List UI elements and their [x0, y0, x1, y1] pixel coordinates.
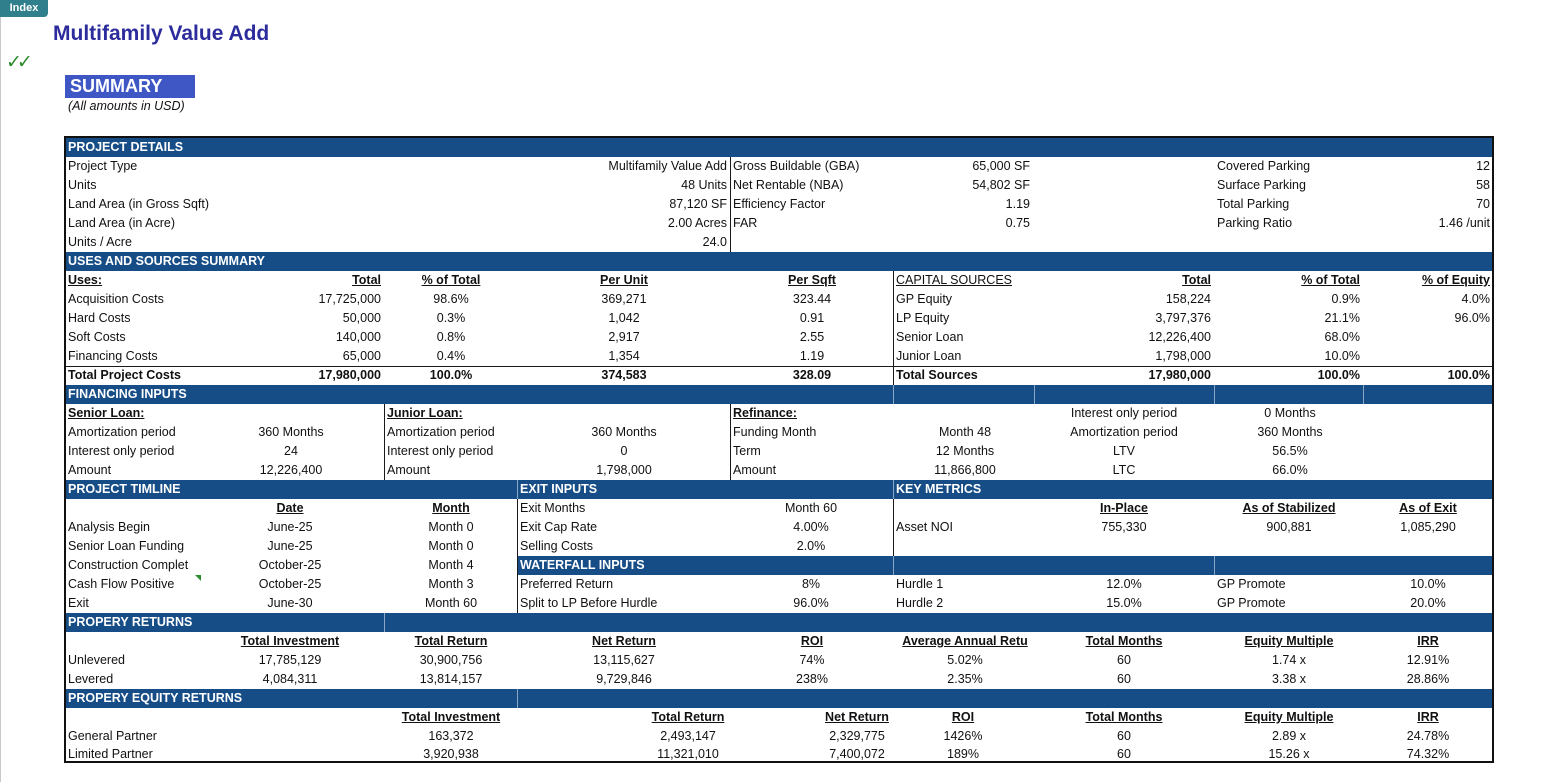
timeline-date: October-25	[258, 577, 322, 591]
exit-input-value: Month 60	[784, 501, 838, 515]
waterfall-label: Preferred Return	[520, 577, 614, 591]
refinance-label: Funding Month	[733, 425, 817, 439]
uses-per-sqft: 323.44	[792, 292, 832, 306]
sources-grand-total: 17,980,000	[1148, 368, 1211, 382]
parking-label: Total Parking	[1217, 197, 1290, 211]
column-divider	[384, 404, 385, 480]
returns-value: 9,729,846	[596, 672, 652, 686]
uses-pct: 98.6%	[433, 292, 469, 306]
sources-total: 1,798,000	[1155, 349, 1211, 363]
parking-label: Covered Parking	[1217, 159, 1311, 173]
column-header: Total Months	[1085, 634, 1163, 648]
detail-value: 2.00 Acres	[667, 216, 727, 230]
senior-loan-value: 360 Months	[258, 425, 324, 439]
column-header: As of Stabilized	[1242, 501, 1336, 515]
column-header: Equity Multiple	[1244, 634, 1334, 648]
senior-loan-value: 24	[284, 444, 298, 458]
hurdle-value: 15.0%	[1106, 596, 1142, 610]
junior-loan-value: 0	[620, 444, 628, 458]
returns-value: 13,115,627	[593, 653, 655, 667]
senior-loan-header: Senior Loan:	[68, 406, 145, 420]
junior-loan-label: Interest only period	[387, 444, 494, 458]
area-label: Gross Buildable (GBA)	[733, 159, 860, 173]
column-header: Total	[352, 273, 381, 287]
waterfall-label: Split to LP Before Hurdle	[520, 596, 658, 610]
comment-marker-icon[interactable]	[195, 575, 201, 581]
refinance-term-value: 66.0%	[1272, 463, 1308, 477]
section-bar-timeline	[66, 480, 1492, 499]
returns-value: 17,785,129	[258, 653, 322, 667]
refinance-value: 11,866,800	[934, 463, 996, 477]
sources-row-label: Senior Loan	[896, 330, 964, 344]
index-tab[interactable]: Index	[0, 0, 48, 17]
column-header: In-Place	[1100, 501, 1148, 515]
returns-value: 4,084,311	[262, 672, 318, 686]
uses-per-unit: 369,271	[601, 292, 647, 306]
uses-pct: 0.4%	[436, 349, 466, 363]
section-bar-uses-sources	[66, 252, 1492, 271]
equity-value: 7,400,072	[829, 747, 885, 761]
timeline-date: June-25	[267, 520, 313, 534]
key-metric-value: 755,330	[1101, 520, 1147, 534]
timeline-date: June-25	[267, 539, 313, 553]
bar-separator	[1214, 385, 1215, 404]
equity-value: 2,329,775	[829, 729, 885, 743]
uses-total: 50,000	[342, 311, 381, 325]
refinance-value: 12 Months	[935, 444, 995, 458]
column-header: Per Unit	[600, 273, 648, 287]
bar-separator	[1363, 385, 1364, 404]
column-header: ROI	[800, 634, 824, 648]
equity-value: 60	[1117, 729, 1131, 743]
section-bar-waterfall	[518, 556, 1492, 575]
section-header: EXIT INPUTS	[520, 482, 598, 496]
summary-label: SUMMARY	[65, 75, 195, 98]
column-header: IRR	[1417, 710, 1439, 724]
parking-value: 1.46 /unit	[1438, 216, 1490, 230]
section-header: KEY METRICS	[896, 482, 982, 496]
returns-value: 74%	[799, 653, 825, 667]
promote-label: GP Promote	[1217, 577, 1286, 591]
column-header: Total Months	[1085, 710, 1163, 724]
column-divider	[893, 499, 894, 556]
uses-total-label: Total Project Costs	[68, 368, 181, 382]
junior-loan-label: Amortization period	[387, 425, 495, 439]
key-metric-label: Asset NOI	[896, 520, 953, 534]
refinance-term-value: 360 Months	[1257, 425, 1323, 439]
returns-value: 238%	[796, 672, 828, 686]
returns-value: 12.91%	[1406, 653, 1450, 667]
sources-row-label: GP Equity	[896, 292, 953, 306]
timeline-date: June-30	[267, 596, 313, 610]
exit-input-label: Exit Months	[520, 501, 586, 515]
senior-loan-label: Amount	[68, 463, 112, 477]
column-divider	[730, 157, 731, 252]
refinance-header: Refinance:	[733, 406, 797, 420]
uses-row-label: Acquisition Costs	[68, 292, 164, 306]
timeline-month: Month 60	[424, 596, 478, 610]
sources-total: 158,224	[1165, 292, 1211, 306]
area-value: 0.75	[1005, 216, 1030, 230]
column-header: IRR	[1417, 634, 1439, 648]
bar-separator	[1214, 556, 1215, 575]
area-label: FAR	[733, 216, 758, 230]
uses-per-sqft: 2.55	[799, 330, 825, 344]
equity-row-label: General Partner	[68, 729, 157, 743]
refinance-term-label: LTC	[1112, 463, 1136, 477]
equity-value: 2.89 x	[1271, 729, 1307, 743]
parking-value: 58	[1476, 178, 1490, 192]
column-header: Net Return	[592, 634, 656, 648]
timeline-label: Cash Flow Positive	[68, 577, 175, 591]
uses-per-sqft: 1.19	[799, 349, 825, 363]
refinance-term-label: LTV	[1113, 444, 1135, 458]
returns-value: 13,814,157	[419, 672, 483, 686]
detail-label: Project Type	[68, 159, 138, 173]
area-label: Efficiency Factor	[733, 197, 826, 211]
area-value: 54,802 SF	[972, 178, 1030, 192]
bar-separator	[1034, 385, 1035, 404]
sources-pct: 0.9%	[1331, 292, 1360, 306]
currency-note: (All amounts in USD)	[68, 99, 185, 113]
page-title: Multifamily Value Add	[53, 22, 270, 45]
uses-per-sqft: 0.91	[799, 311, 825, 325]
equity-value: 15.26 x	[1268, 747, 1310, 761]
sources-total-pct: 100.0%	[1317, 368, 1360, 382]
junior-loan-value: 1,798,000	[596, 463, 652, 477]
refinance-label: Term	[733, 444, 761, 458]
column-header: Month	[432, 501, 470, 515]
uses-pct: 0.3%	[436, 311, 466, 325]
uses-total-pct: 100.0%	[429, 368, 473, 382]
area-value: 65,000 SF	[972, 159, 1030, 173]
hurdle-label: Hurdle 2	[896, 596, 944, 610]
sources-row-label: Junior Loan	[896, 349, 962, 363]
column-header: Total Return	[414, 634, 488, 648]
uses-total: 65,000	[342, 349, 381, 363]
promote-label: GP Promote	[1217, 596, 1286, 610]
timeline-label: Analysis Begin	[68, 520, 150, 534]
column-header: Total Investment	[240, 634, 340, 648]
uses-grand-total: 17,980,000	[318, 368, 381, 382]
key-metric-value: 1,085,290	[1400, 520, 1456, 534]
timeline-month: Month 4	[428, 558, 474, 572]
column-header: Date	[276, 501, 304, 515]
uses-total-per-unit: 374,583	[601, 368, 647, 382]
returns-value: 3.38 x	[1271, 672, 1307, 686]
column-header: Total	[1182, 273, 1211, 287]
equity-row-label: Limited Partner	[68, 747, 153, 761]
equity-value: 24.78%	[1406, 729, 1450, 743]
bar-separator	[517, 689, 518, 708]
parking-label: Surface Parking	[1217, 178, 1306, 192]
sources-equity-pct: 4.0%	[1461, 292, 1490, 306]
section-header: FINANCING INPUTS	[68, 387, 187, 401]
sources-total: 12,226,400	[1148, 330, 1211, 344]
senior-loan-label: Interest only period	[68, 444, 175, 458]
uses-header: Uses:	[68, 273, 103, 287]
detail-value: 24.0	[702, 235, 727, 249]
column-header: Equity Multiple	[1244, 710, 1334, 724]
column-header: As of Exit	[1399, 501, 1457, 515]
column-header: % of Total	[421, 273, 481, 287]
column-header: Total Investment	[401, 710, 501, 724]
equity-value: 11,321,010	[657, 747, 719, 761]
detail-label: Units	[68, 178, 97, 192]
equity-value: 1426%	[943, 729, 983, 743]
sources-total-equity: 100.0%	[1447, 368, 1490, 382]
column-header: Average Annual Retu	[902, 634, 1028, 648]
section-header: PROJECT TIMLINE	[68, 482, 181, 496]
hurdle-value: 12.0%	[1106, 577, 1142, 591]
section-bar-project-details	[66, 138, 1492, 157]
refinance-term-value: 0 Months	[1264, 406, 1316, 420]
refinance-value: Month 48	[938, 425, 992, 439]
equity-value: 189%	[947, 747, 979, 761]
checkmark-icon: ✓✓	[6, 52, 28, 73]
sources-pct: 21.1%	[1324, 311, 1360, 325]
bar-separator	[384, 613, 385, 632]
equity-value: 2,493,147	[660, 729, 716, 743]
exit-input-label: Selling Costs	[520, 539, 593, 553]
uses-row-label: Soft Costs	[68, 330, 126, 344]
timeline-label: Exit	[68, 596, 89, 610]
key-metric-value: 900,881	[1266, 520, 1312, 534]
junior-loan-header: Junior Loan:	[387, 406, 463, 420]
uses-total-per-sqft: 328.09	[792, 368, 832, 382]
row-divider	[66, 366, 894, 367]
returns-value: 28.86%	[1406, 672, 1450, 686]
column-header: Per Sqft	[788, 273, 836, 287]
returns-value: 5.02%	[947, 653, 983, 667]
exit-input-value: 4.00%	[793, 520, 829, 534]
section-header: PROPERY RETURNS	[68, 615, 193, 629]
uses-per-unit: 2,917	[608, 330, 640, 344]
column-divider	[893, 271, 894, 385]
timeline-date: October-25	[258, 558, 322, 572]
returns-value: 30,900,756	[419, 653, 483, 667]
bar-separator	[893, 556, 894, 575]
uses-per-unit: 1,042	[608, 311, 640, 325]
section-header: WATERFALL INPUTS	[520, 558, 645, 572]
sources-pct: 10.0%	[1324, 349, 1360, 363]
section-bar-property-returns	[66, 613, 1492, 632]
refinance-label: Amount	[733, 463, 777, 477]
bar-separator	[517, 480, 518, 499]
parking-label: Parking Ratio	[1217, 216, 1293, 230]
returns-value: 60	[1117, 672, 1131, 686]
equity-value: 3,920,938	[423, 747, 479, 761]
junior-loan-value: 360 Months	[591, 425, 657, 439]
uses-per-unit: 1,354	[608, 349, 640, 363]
senior-loan-value: 12,226,400	[259, 463, 323, 477]
parking-value: 12	[1476, 159, 1490, 173]
section-header: PROJECT DETAILS	[68, 140, 184, 154]
area-label: Net Rentable (NBA)	[733, 178, 844, 192]
uses-row-label: Financing Costs	[68, 349, 158, 363]
senior-loan-label: Amortization period	[68, 425, 176, 439]
hurdle-label: Hurdle 1	[896, 577, 944, 591]
bar-separator	[893, 480, 894, 499]
exit-input-value: 2.0%	[796, 539, 826, 553]
junior-loan-label: Amount	[387, 463, 431, 477]
uses-row-label: Hard Costs	[68, 311, 131, 325]
detail-value: Multifamily Value Add	[608, 159, 727, 173]
area-value: 1.19	[1005, 197, 1030, 211]
uses-pct: 0.8%	[436, 330, 466, 344]
timeline-month: Month 3	[428, 577, 474, 591]
returns-value: 2.35%	[947, 672, 983, 686]
sources-pct: 68.0%	[1324, 330, 1360, 344]
detail-label: Land Area (in Acre)	[68, 216, 176, 230]
returns-row-label: Unlevered	[68, 653, 125, 667]
column-header: % of Equity	[1421, 273, 1490, 287]
timeline-month: Month 0	[428, 520, 474, 534]
row-divider	[894, 366, 1492, 367]
waterfall-value: 96.0%	[793, 596, 829, 610]
refinance-term-label: Interest only period	[1070, 406, 1178, 420]
timeline-month: Month 0	[428, 539, 474, 553]
column-divider	[730, 404, 731, 480]
detail-value: 87,120 SF	[669, 197, 727, 211]
sources-row-label: LP Equity	[896, 311, 950, 325]
detail-value: 48 Units	[681, 178, 727, 192]
column-header: Total Return	[651, 710, 725, 724]
refinance-term-value: 56.5%	[1272, 444, 1308, 458]
returns-value: 60	[1117, 653, 1131, 667]
promote-value: 10.0%	[1410, 577, 1446, 591]
exit-input-label: Exit Cap Rate	[520, 520, 598, 534]
detail-label: Units / Acre	[68, 235, 132, 249]
timeline-label: Senior Loan Funding	[68, 539, 185, 553]
sources-total: 3,797,376	[1155, 311, 1211, 325]
uses-total: 140,000	[335, 330, 381, 344]
left-rule	[0, 17, 1, 782]
equity-value: 163,372	[428, 729, 474, 743]
sources-header: CAPITAL SOURCES	[896, 273, 1012, 287]
sources-total-label: Total Sources	[896, 368, 978, 382]
column-header: % of Total	[1301, 273, 1360, 287]
waterfall-value: 8%	[801, 577, 821, 591]
equity-value: 74.32%	[1406, 747, 1450, 761]
section-header: PROPERY EQUITY RETURNS	[68, 691, 243, 705]
equity-value: 60	[1117, 747, 1131, 761]
sources-equity-pct: 96.0%	[1454, 311, 1490, 325]
column-header: ROI	[951, 710, 975, 724]
timeline-label: Construction Complet	[68, 558, 189, 572]
bar-separator	[893, 385, 894, 404]
section-bar-equity-returns	[66, 689, 1492, 708]
refinance-term-label: Amortization period	[1070, 425, 1178, 439]
returns-value: 1.74 x	[1271, 653, 1307, 667]
section-bar-financing	[66, 385, 1492, 404]
section-header: USES AND SOURCES SUMMARY	[68, 254, 266, 268]
parking-value: 70	[1476, 197, 1490, 211]
detail-label: Land Area (in Gross Sqft)	[68, 197, 210, 211]
column-header: Net Return	[825, 710, 889, 724]
returns-row-label: Levered	[68, 672, 114, 686]
promote-value: 20.0%	[1410, 596, 1446, 610]
uses-total: 17,725,000	[318, 292, 381, 306]
